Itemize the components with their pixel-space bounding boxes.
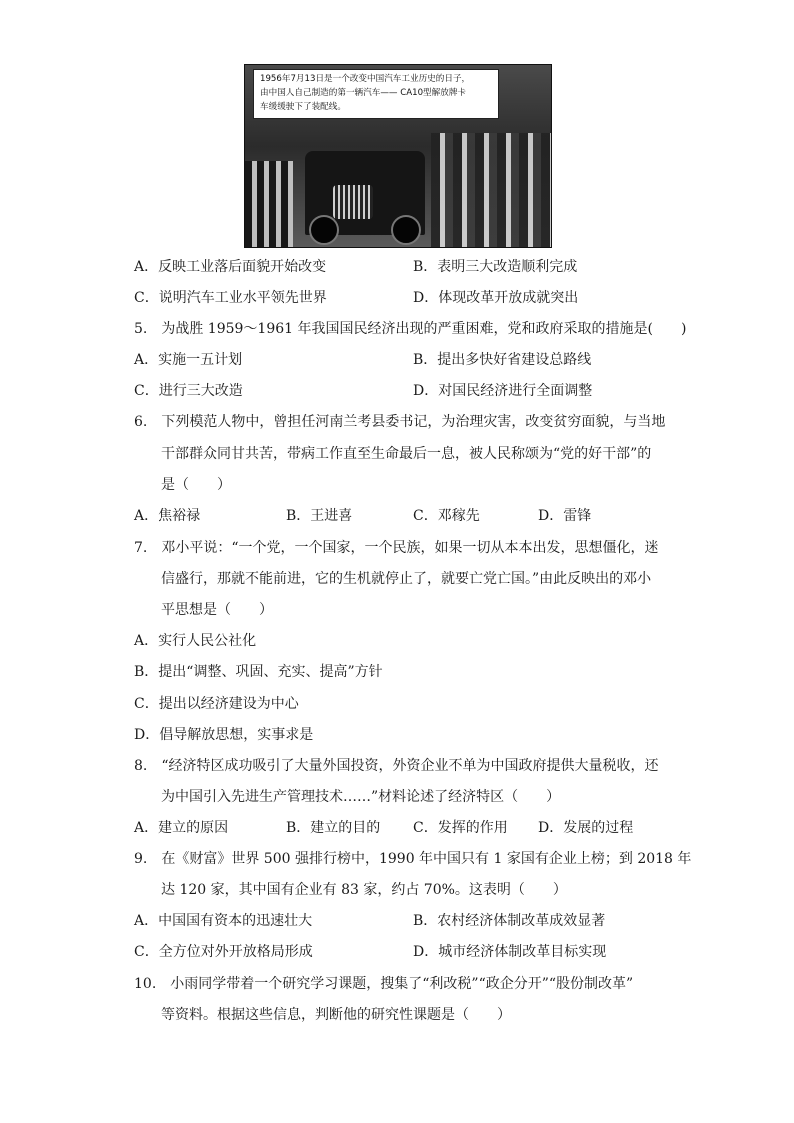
q7-stem-line3: 平思想是（ ） (161, 602, 273, 618)
q8-option-b[interactable]: B．建立的目的 (286, 820, 381, 836)
q7-option-c[interactable]: C．提出以经济建设为中心 (134, 696, 299, 712)
q8-option-c[interactable]: C．发挥的作用 (413, 820, 508, 836)
q6-option-c[interactable]: C．邓稼先 (413, 508, 480, 524)
truck-wheel-right (391, 215, 421, 245)
historical-photo (244, 64, 552, 248)
q5-option-d[interactable]: D．对国民经济进行全面调整 (413, 383, 593, 399)
q9-option-c[interactable]: C．全方位对外开放格局形成 (134, 944, 313, 960)
q6-stem-line2: 干部群众同甘共苦，带病工作直至生命最后一息，被人民称颂为“党的好干部”的 (161, 446, 652, 462)
q7-option-d[interactable]: D．倡导解放思想，实事求是 (134, 727, 314, 743)
q9-option-b[interactable]: B．农村经济体制改革成效显著 (413, 913, 606, 929)
q4-option-b[interactable]: B．表明三大改造顺利完成 (413, 259, 578, 275)
q5-option-a[interactable]: A．实施一五计划 (134, 352, 243, 368)
q9-stem-line1: 9. 在《财富》世界 500 强排行榜中，1990 年中国只有 1 家国有企业上榜；到 2018 年 (134, 851, 692, 867)
q4-option-d[interactable]: D．体现改革开放成就突出 (413, 290, 579, 306)
q6-stem-line3: 是（ ） (161, 477, 231, 493)
photo-truck (305, 151, 425, 235)
photo-caption: 1956年7月13日是一个改变中国汽车工业历史的日子， 由中国人自己制造的第一辆汽车—— CA10型解放牌卡 车缓缓驶下了装配线。 (253, 69, 499, 119)
photo-crowd-right (431, 133, 551, 247)
q7-stem-line2: 信盛行，那就不能前进，它的生机就停止了，就要亡党亡国。”由此反映出的邓小 (161, 571, 652, 587)
q9-option-d[interactable]: D．城市经济体制改革目标实现 (413, 944, 607, 960)
q8-option-d[interactable]: D．发展的过程 (538, 820, 634, 836)
q6-stem-line1: 6. 下列模范人物中，曾担任河南兰考县委书记，为治理灾害，改变贫穷面貌，与当地 (134, 414, 666, 430)
q9-stem-line2: 达 120 家，其中国有企业有 83 家，约占 70%。这表明（ ） (161, 882, 567, 898)
q10-stem-line1: 10. 小雨同学带着一个研究学习课题，搜集了“利改税”“政企分开”“股份制改革” (134, 976, 634, 992)
q8-stem-line2: 为中国引入先进生产管理技术……”材料论述了经济特区（ ） (161, 789, 561, 805)
truck-wheel-left (309, 215, 339, 245)
q6-option-d[interactable]: D．雷锋 (538, 508, 592, 524)
q4-option-c[interactable]: C．说明汽车工业水平领先世界 (134, 290, 327, 306)
q9-option-a[interactable]: A．中国国有资本的迅速壮大 (134, 913, 313, 929)
photo-crowd-left (245, 161, 293, 247)
q7-option-b[interactable]: B．提出“调整、巩固、充实、提高”方针 (134, 664, 383, 680)
q8-stem-line1: 8. “经济特区成功吸引了大量外国投资，外资企业不单为中国政府提供大量税收，还 (134, 758, 659, 774)
q8-option-a[interactable]: A．建立的原因 (134, 820, 229, 836)
q10-stem-line2: 等资料。根据这些信息，判断他的研究性课题是（ ） (161, 1007, 511, 1023)
q6-option-a[interactable]: A．焦裕禄 (134, 508, 201, 524)
q5-option-b[interactable]: B．提出多快好省建设总路线 (413, 352, 592, 368)
truck-grille (333, 185, 373, 219)
q5-option-c[interactable]: C．进行三大改造 (134, 383, 243, 399)
q7-stem-line1: 7. 邓小平说：“一个党，一个国家，一个民族，如果一切从本本出发，思想僵化，迷 (134, 540, 659, 556)
q5-stem: 5. 为战胜 1959～1961 年我国国民经济出现的严重困难，党和政府采取的措施是( ) (134, 321, 687, 337)
q7-option-a[interactable]: A．实行人民公社化 (134, 633, 257, 649)
q4-option-a[interactable]: A．反映工业落后面貌开始改变 (134, 259, 327, 275)
q6-option-b[interactable]: B．王进喜 (286, 508, 353, 524)
